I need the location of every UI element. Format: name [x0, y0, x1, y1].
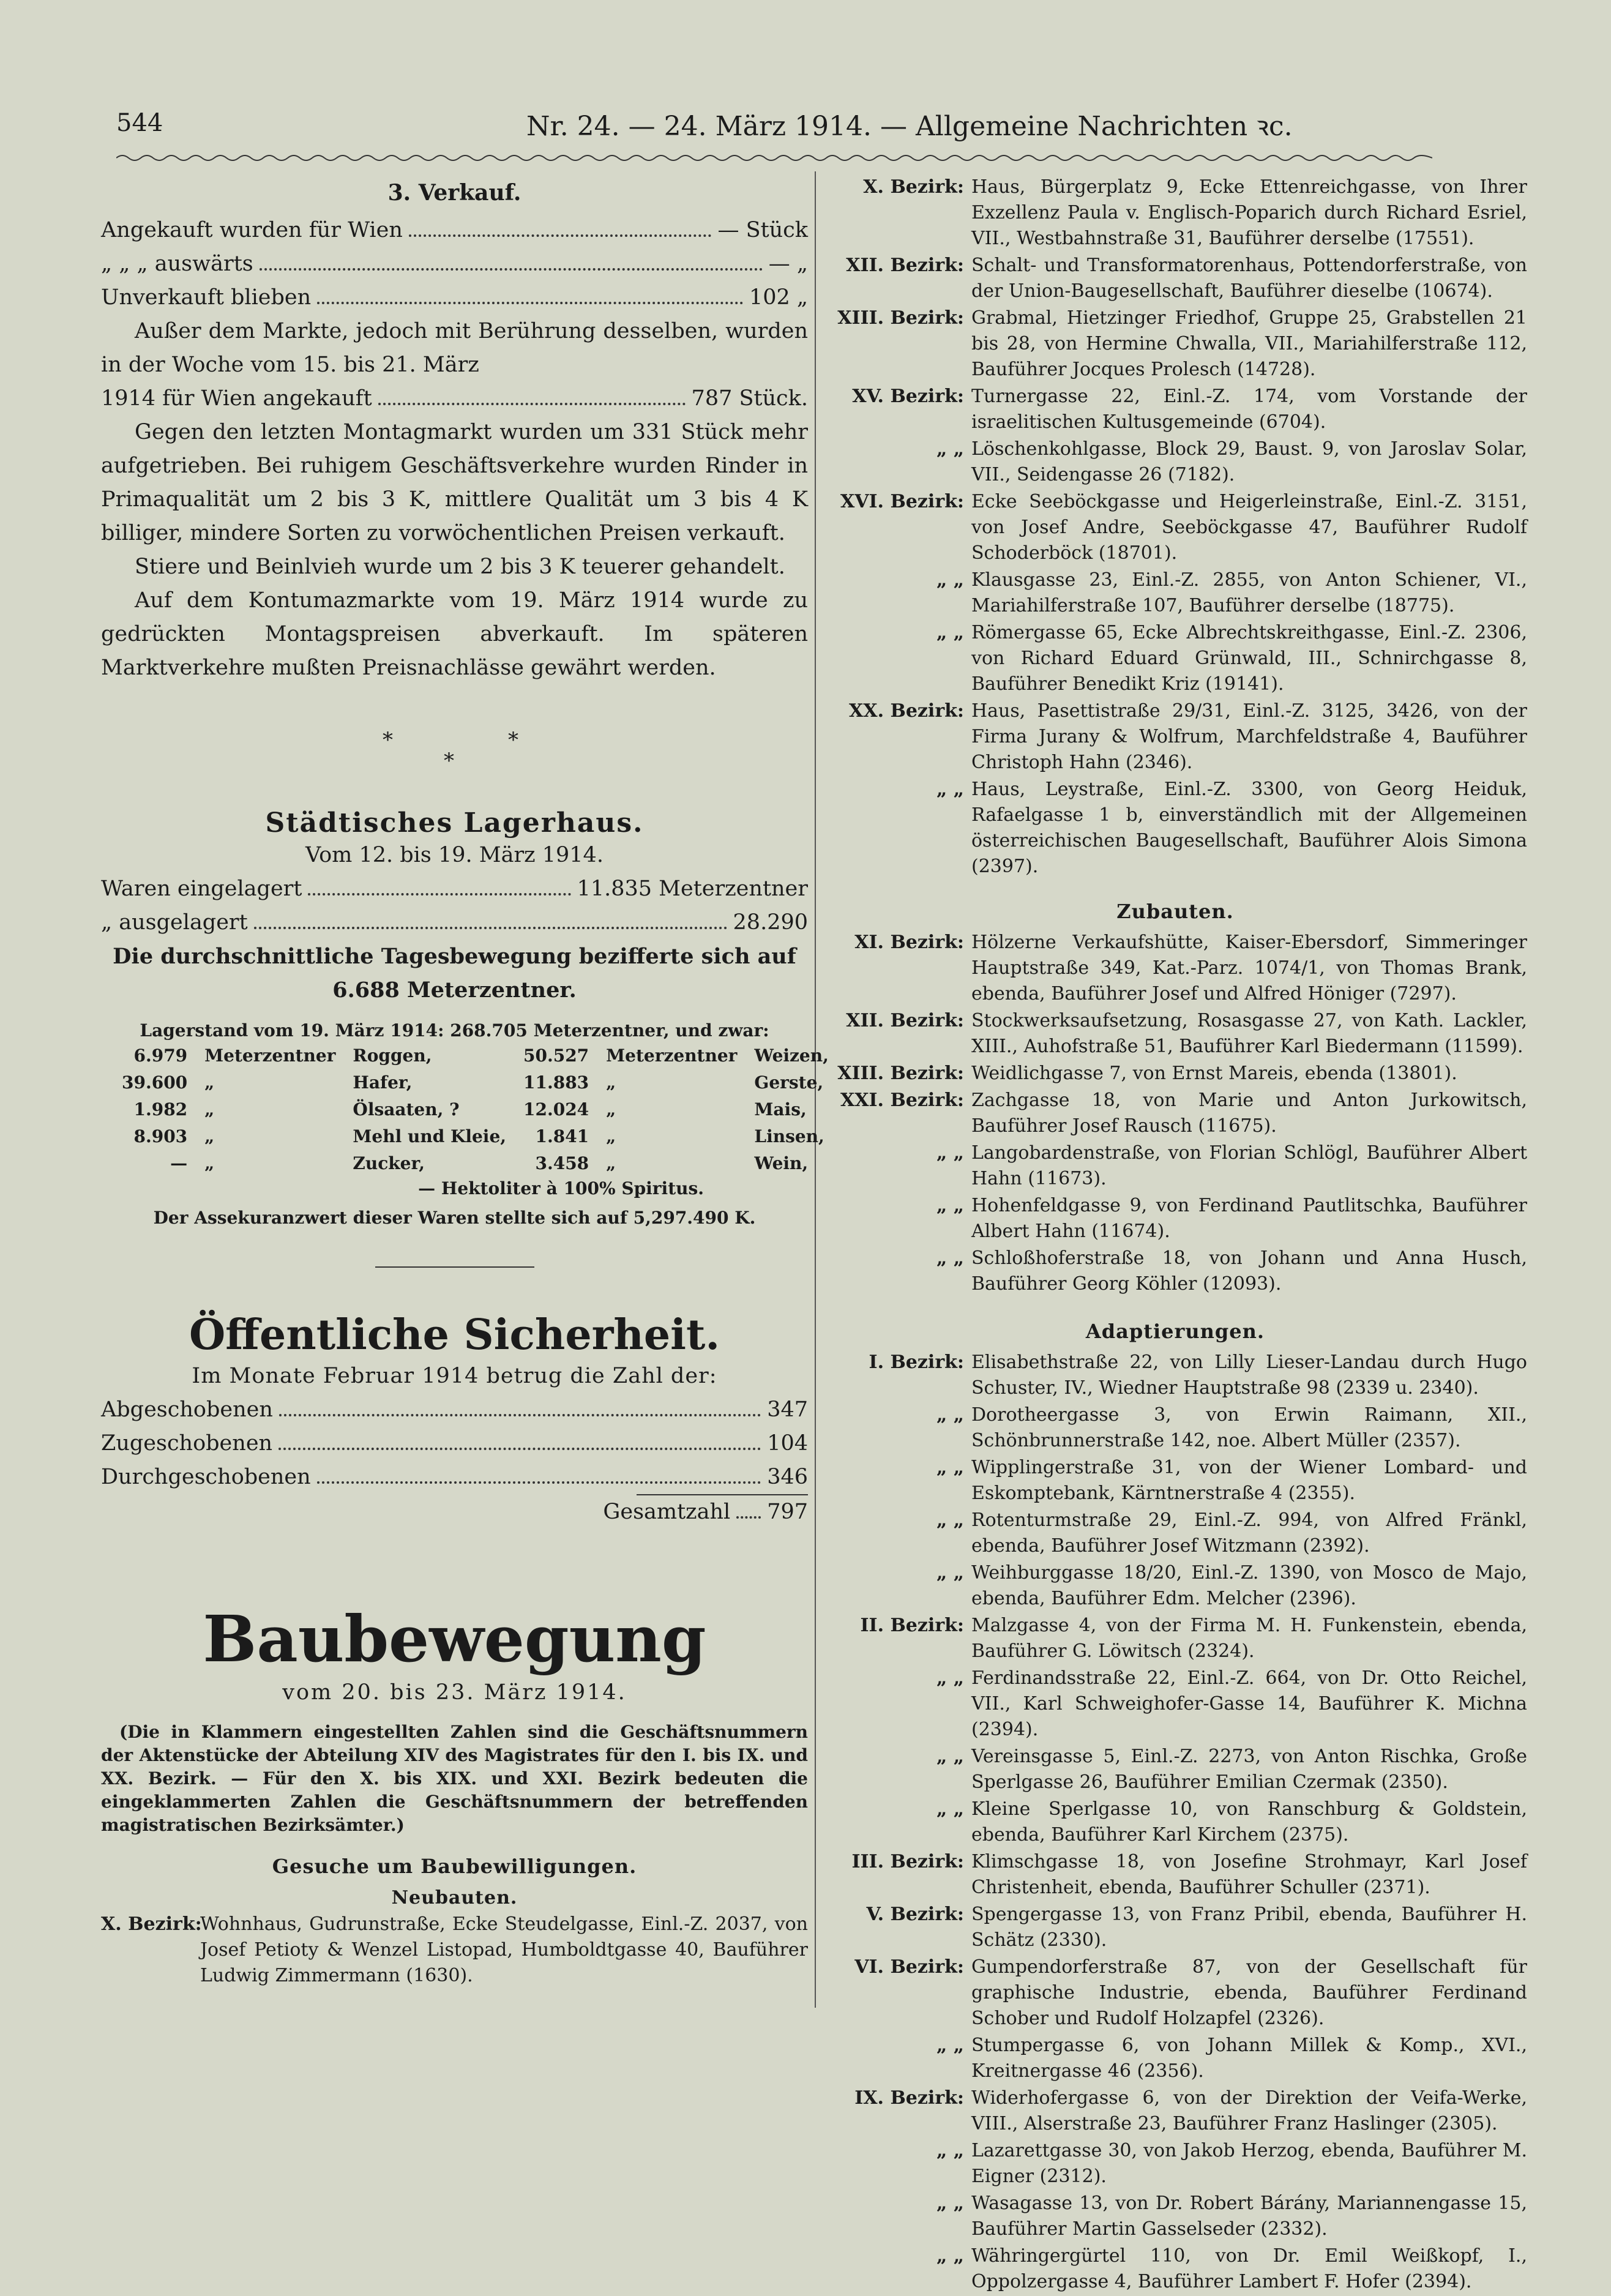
lager-table-cell: „: [606, 1153, 616, 1173]
lager-table-row: [113, 1123, 837, 1150]
bau-entry-district: „ „: [936, 1509, 964, 1531]
leader-dots: [279, 1414, 761, 1416]
leader-label: Abgeschobenen: [101, 1397, 273, 1422]
lager-table-cell: —: [170, 1153, 188, 1173]
paragraph: Stiere und Beinlvieh wurde um 2 bis 3 K teuerer gehandelt.: [135, 555, 785, 579]
bau-entry: [823, 1246, 1527, 1297]
bau-entry-district: „ „: [936, 1746, 964, 1767]
bau-entry-district: „ „: [936, 438, 964, 460]
verkauf-heading: 3. Verkauf.: [387, 180, 521, 206]
bau-entry: [823, 1140, 1527, 1192]
bau-entry-district: III. Bezirk:: [851, 1851, 964, 1872]
bau-entry: [823, 174, 1527, 252]
bau-entry-district: XII. Bezirk:: [846, 255, 964, 276]
neubauten-heading: Neubauten.: [391, 1887, 518, 1909]
star: *: [444, 749, 454, 773]
bau-entry-district: „ „: [936, 2035, 964, 2056]
bau-entry-district: XIII. Bezirk:: [837, 1063, 964, 1084]
lager-table-cell: Gerste,: [754, 1072, 824, 1093]
leader-dots: [409, 234, 712, 237]
leader-label: Waren eingelagert: [101, 877, 302, 901]
bau-entry: [823, 2191, 1527, 2242]
bau-entry: [823, 305, 1527, 383]
bau-entry-district: „ „: [936, 1798, 964, 1820]
lager-table-cell: Mehl und Kleie,: [353, 1126, 506, 1146]
bau-entry-text: Dorotheergasse 3, von Erwin Raimann, XII., Schönbrunnerstraße 142, noe. Albert Müller (2357).: [971, 1404, 1527, 1451]
bau-entry-district: „ „: [936, 2140, 964, 2161]
hektoliter-note: — Hektoliter à 100% Spiritus.: [418, 1178, 704, 1198]
leader-value: 102 „: [749, 285, 808, 310]
lager-table-cell: 12.024: [523, 1099, 589, 1120]
lager-table-cell: Linsen,: [754, 1126, 824, 1146]
bau-entry: [823, 620, 1527, 697]
leader-label: 1914 für Wien angekauft: [101, 386, 372, 411]
leader-row: [101, 382, 808, 416]
leader-dots: [260, 268, 763, 271]
bau-entry: [823, 1455, 1527, 1506]
leader-label: Angekauft wurden für Wien: [101, 218, 403, 242]
lagerstand: Lagerstand vom 19. März 1914: 268.705 Meterzentner, und zwar:: [140, 1020, 769, 1041]
bau-heading: Baubewegung: [203, 1601, 706, 1677]
bau-entry-district: XI. Bezirk:: [854, 932, 964, 953]
bau-entry-district: „ „: [936, 622, 964, 643]
bau-entry-district: „ „: [936, 779, 964, 800]
lager-table-row: [113, 1042, 837, 1069]
leader-row: [101, 906, 808, 940]
bau-entry-text: Kleine Sperlgasse 10, von Ranschburg & Goldstein, ebenda, Bauführer Karl Kirchem (2375).: [971, 1798, 1527, 1845]
lager-table-cell: 11.883: [523, 1072, 589, 1093]
bau-entry: [823, 1061, 1527, 1086]
bau-entry: [823, 1560, 1527, 1612]
bau-entry-text: Wasagasse 13, von Dr. Robert Bárány, Mariannengasse 15, Bauführer Martin Gasselseder (2332).: [971, 2193, 1527, 2240]
lager-table-cell: 1.982: [133, 1099, 188, 1120]
header-wavy-rule: [116, 153, 1432, 163]
bau-entry: [101, 1912, 808, 1989]
paragraph: Außer dem Markte, jedoch mit Berührung desselben, wurden in der Woche vom 15. bis 21. März: [101, 319, 808, 377]
leader-label: „ „ „ auswärts: [101, 252, 253, 276]
bau-entry-text: Stockwerksaufsetzung, Rosasgasse 27, von Kath. Lackler, XIII., Auhofstraße 51, Bauführer Karl Biedermann (11599).: [971, 1010, 1527, 1057]
lager-list: [101, 872, 808, 940]
gesamt-value: 797: [767, 1500, 808, 1524]
gesamt-label: Gesamtzahl: [603, 1500, 731, 1524]
lager-summary-value: 6.688 Meterzentner.: [332, 978, 577, 1003]
bau-entry-text: Haus, Leystraße, Einl.-Z. 3300, von Georg Heiduk, Rafaelgasse 1 b, einverständlich mit der Allgemeinen österreichischen Baugesellschaft, Bauführer Alois Simona (2397).: [971, 779, 1527, 877]
leader-dots: [317, 1481, 761, 1484]
bau-entry: [823, 1954, 1527, 2032]
lager-heading: Städtisches Lagerhaus.: [265, 807, 644, 839]
bau-entry-text: Hohenfeldgasse 9, von Ferdinand Pautlitschka, Bauführer Albert Hahn (11674).: [971, 1195, 1527, 1242]
bau-entry-text: Turnergasse 22, Einl.-Z. 174, vom Vorstande der israelitischen Kultusgemeinde (6704).: [971, 386, 1527, 433]
bau-entry-district: „ „: [936, 1667, 964, 1689]
bau-entry-district: XXI. Bezirk:: [840, 1090, 964, 1111]
bau-entry: [823, 1744, 1527, 1795]
lager-table-cell: Meterzentner: [204, 1045, 336, 1066]
bau-entry-text: Weihburggasse 18/20, Einl.-Z. 1390, von Mosco de Majo, ebenda, Bauführer Edm. Melcher (2396).: [971, 1562, 1527, 1609]
leader-value: 787 Stück.: [691, 386, 808, 411]
zubauten-heading: Zubauten.: [1116, 900, 1234, 923]
leader-row: [101, 247, 808, 281]
bau-entry: [823, 436, 1527, 488]
leader-row: [101, 1393, 808, 1427]
leader-value: 28.290: [733, 910, 808, 935]
page-number: 544: [116, 109, 163, 137]
leader-label: Durchgeschobenen: [101, 1465, 311, 1489]
bau-entry-district: „ „: [936, 1562, 964, 1584]
section-rule: [375, 1266, 534, 1268]
adaptierungen-heading: Adaptierungen.: [1085, 1320, 1265, 1343]
star: *: [508, 728, 518, 752]
bau-entry-district: V. Bezirk:: [866, 1904, 964, 1925]
lager-table-cell: Roggen,: [353, 1045, 432, 1066]
lager-table-cell: 1.841: [535, 1126, 589, 1146]
running-title: Nr. 24. — 24. März 1914. — Allgemeine Nachrichten ꝛc.: [526, 111, 1293, 142]
lager-table-row: [113, 1150, 837, 1177]
lager-table-cell: „: [204, 1126, 215, 1146]
leader-row: [101, 1427, 808, 1460]
star: *: [383, 728, 393, 752]
bau-entry-text: Klimschgasse 18, von Josefine Strohmayr, Karl Josef Christenheit, ebenda, Bauführer Schuller (2371).: [971, 1851, 1527, 1898]
bau-entry-district: XVI. Bezirk:: [840, 491, 964, 512]
leader-row: [101, 281, 808, 315]
leader-dots: [736, 1516, 761, 1519]
bau-entry-text: Wohnhaus, Gudrunstraße, Ecke Steudelgasse, Einl.-Z. 2037, von Josef Petioty & Wenzel Listopad, Humboldtgasse 40, Bauführer Ludwig Zimmermann (1630).: [200, 1913, 808, 1986]
bau-entry: [823, 1402, 1527, 1454]
lager-table-cell: Weizen,: [754, 1045, 829, 1066]
bau-entry-text: Römergasse 65, Ecke Albrechtskreithgasse, Einl.-Z. 2306, von Richard Eduard Grünwald, III., Schnirchgasse 8, Bauführer Benedikt Kriz (19141).: [971, 622, 1527, 695]
bau-entry: [823, 1849, 1527, 1901]
bau-date: vom 20. bis 23. März 1914.: [282, 1680, 627, 1705]
leader-row: [101, 214, 808, 247]
bau-entry-district: „ „: [936, 1457, 964, 1478]
bau-entry-text: Spengergasse 13, von Franz Pribil, ebenda, Bauführer H. Schätz (2330).: [971, 1904, 1527, 1951]
lager-table-cell: 39.600: [122, 1072, 188, 1093]
right-column: [823, 174, 1527, 2296]
leader-dots: [278, 1448, 761, 1450]
bau-entry-text: Haus, Bürgerplatz 9, Ecke Ettenreichgasse, von Ihrer Exzellenz Paula v. Englisch-Poparich durch Richard Esriel, VII., Westbahnstraße 31, Bauführer derselbe (17551).: [971, 176, 1527, 249]
bau-entry-text: Elisabethstraße 22, von Lilly Lieser-Landau durch Hugo Schuster, IV., Wiedner Hauptstraße 98 (2339 u. 2340).: [971, 1352, 1527, 1399]
lager-date: Vom 12. bis 19. März 1914.: [305, 843, 604, 867]
bau-entry-district: VI. Bezirk:: [854, 1956, 964, 1978]
lager-table-cell: 50.527: [523, 1045, 589, 1066]
sicherheit-heading: Öffentliche Sicherheit.: [189, 1311, 720, 1359]
lager-table-cell: Zucker,: [353, 1153, 425, 1173]
bau-entry-text: Grabmal, Hietzinger Friedhof, Gruppe 25, Grabstellen 21 bis 28, von Hermine Chwalla, VII., Mariahilferstraße 112, Bauführer Jocques Prolesch (14728).: [971, 307, 1527, 380]
paragraph: Auf dem Kontumazmarkte vom 19. März 1914 wurde zu gedrückten Montagspreisen abverkauft. Im späteren Marktverkehre mußten Preisnachlässe gewährt werden.: [101, 588, 808, 680]
bau-entry: [823, 2138, 1527, 2189]
bau-entry-district: X. Bezirk:: [101, 1913, 202, 1935]
zubau-entries: [823, 930, 1527, 1297]
leader-dots: [308, 893, 570, 896]
bau-entry: [823, 2033, 1527, 2084]
bau-entry-text: Weidlichgasse 7, von Ernst Mareis, ebenda (13801).: [971, 1063, 1457, 1084]
leader-value: 346: [767, 1465, 808, 1489]
bau-entry: [823, 384, 1527, 435]
lager-table-row: [113, 1069, 837, 1096]
lager-table-cell: „: [204, 1099, 215, 1120]
bau-entry-district: „ „: [936, 1404, 964, 1426]
bau-entry: [823, 1193, 1527, 1244]
bau-entry-text: Klausgasse 23, Einl.-Z. 2855, von Anton Schiener, VI., Mariahilferstraße 107, Bauführer derselbe (18775).: [971, 569, 1527, 616]
bau-entry-district: XV. Bezirk:: [852, 386, 964, 407]
bau-entry-text: Ecke Seeböckgasse und Heigerleinstraße, Einl.-Z. 3151, von Josef Andre, Seeböckgasse 47, Bauführer Rudolf Schoderböck (18701).: [971, 491, 1527, 564]
bau-entry-text: Langobardenstraße, von Florian Schlögl, Bauführer Albert Hahn (11673).: [971, 1142, 1527, 1189]
adapt-entries: [823, 1350, 1527, 2295]
lager-table-cell: 6.979: [133, 1045, 188, 1066]
bau-entry: [823, 1613, 1527, 1664]
leader-value: 347: [767, 1397, 808, 1422]
bau-entry-text: Ferdinandsstraße 22, Einl.-Z. 664, von Dr. Otto Reichel, VII., Karl Schweighofer-Gasse 14, Bauführer K. Michna (2394).: [971, 1667, 1527, 1740]
left-column: [101, 174, 829, 1990]
bau-entry: [823, 1008, 1527, 1060]
bau-entry-text: Rotenturmstraße 29, Einl.-Z. 994, von Alfred Fränkl, ebenda, Bauführer Josef Witzmann (2392).: [971, 1509, 1527, 1557]
lager-table-cell: Mais,: [754, 1099, 807, 1120]
leader-value: 11.835 Meterzentner: [577, 877, 808, 901]
bau-entry-text: Vereinsgasse 5, Einl.-Z. 2273, von Anton Rischka, Große Sperlgasse 26, Bauführer Emilian Czermak (2350).: [971, 1746, 1527, 1793]
lager-table-cell: „: [204, 1153, 215, 1173]
bau-entry-district: „ „: [936, 2245, 964, 2267]
lager-table-cell: 3.458: [535, 1153, 589, 1173]
bau-entry: [823, 2243, 1527, 2295]
leader-dots: [378, 403, 686, 405]
gesamt-row: [101, 1495, 808, 1529]
bau-entry: [823, 2085, 1527, 2137]
leader-value: 104: [767, 1431, 808, 1456]
sicherheit-intro: Im Monate Februar 1914 betrug die Zahl der:: [192, 1364, 717, 1388]
bau-entry-district: XII. Bezirk:: [846, 1010, 964, 1031]
leader-row: [101, 1460, 808, 1494]
bau-entry-district: X. Bezirk:: [863, 176, 964, 198]
bau-entry-text: Zachgasse 18, von Marie und Anton Jurkowitsch, Bauführer Josef Rausch (11675).: [971, 1090, 1527, 1137]
gesuche-heading: Gesuche um Baubewilligungen.: [272, 1855, 637, 1878]
lager-table-cell: „: [606, 1072, 616, 1093]
bau-entry: [823, 1666, 1527, 1743]
bau-entry-text: Schalt- und Transformatorenhaus, Pottendorferstraße, von der Union-Baugesellschaft, Bauführer dieselbe (10674).: [971, 255, 1527, 302]
bau-entry-district: I. Bezirk:: [869, 1352, 964, 1373]
leader-label: „ ausgelagert: [101, 910, 248, 935]
bau-entry: [823, 777, 1527, 880]
bau-entry: [823, 698, 1527, 776]
lager-table-cell: „: [606, 1126, 616, 1146]
bau-entry: [823, 1797, 1527, 1848]
neubau-entries: [823, 174, 1527, 880]
bau-entry-text: Schloßhoferstraße 18, von Johann und Anna Husch, Bauführer Georg Köhler (12093).: [971, 1247, 1527, 1295]
bau-entry: [823, 1902, 1527, 1953]
bau-entry-text: Malzgasse 4, von der Firma M. H. Funkenstein, ebenda, Bauführer G. Löwitsch (2324).: [971, 1615, 1527, 1662]
bau-note: (Die in Klammern eingestellten Zahlen sind die Geschäftsnummern der Aktenstücke der Abteilung XIV des Magistrates für den I. bis IX. und XX. Bezirk. — Für den X. bis XIX. und XXI. Bezirk bedeuten die eingeklammerten Zahlen die Geschäftsnummern der betreffenden magistratischen Bezirksämter.): [101, 1722, 808, 1835]
bau-entry: [823, 1508, 1527, 1559]
lager-table-cell: Wein,: [754, 1153, 809, 1173]
lager-table: [113, 1042, 837, 1177]
bau-entry-district: II. Bezirk:: [860, 1615, 964, 1636]
bau-entry-district: „ „: [936, 1247, 964, 1269]
bau-entry: [823, 253, 1527, 304]
lager-table-cell: 8.903: [133, 1126, 188, 1146]
sicherheit-list: [101, 1393, 808, 1494]
bau-entry-text: Stumpergasse 6, von Johann Millek & Komp., XVI., Kreitnergasse 46 (2356).: [971, 2035, 1527, 2082]
leader-value: — „: [768, 252, 808, 276]
bau-entry-text: Wipplingerstraße 31, von der Wiener Lombard- und Eskomptebank, Kärntnerstraße 4 (2355).: [971, 1457, 1527, 1504]
lager-table-row: [113, 1096, 837, 1123]
lager-table-cell: Meterzentner: [606, 1045, 738, 1066]
leader-dots: [317, 302, 743, 304]
bau-entry-district: „ „: [936, 569, 964, 591]
page-header: [104, 98, 1426, 141]
bau-entry-district: IX. Bezirk:: [854, 2087, 964, 2109]
lager-summary: Die durchschnittliche Tagesbewegung bezifferte sich auf: [113, 944, 796, 969]
bau-entry-district: „ „: [936, 1195, 964, 1216]
bau-entry-district: XX. Bezirk:: [849, 700, 964, 722]
bau-entry-text: Lazarettgasse 30, von Jakob Herzog, ebenda, Bauführer M. Eigner (2312).: [971, 2140, 1527, 2187]
leader-dots: [254, 927, 727, 929]
bau-entry: [823, 1088, 1527, 1139]
bau-entry-text: Widerhofergasse 6, von der Direktion der Veifa-Werke, VIII., Alserstraße 23, Bauführer Franz Haslinger (2305).: [971, 2087, 1527, 2134]
bau-entry: [823, 489, 1527, 566]
bau-entry-district: „ „: [936, 1142, 964, 1164]
bau-entry-text: Löschenkohlgasse, Block 29, Baust. 9, von Jaroslav Solar, VII., Seidengasse 26 (7182).: [971, 438, 1527, 485]
lager-table-cell: Hafer,: [353, 1072, 413, 1093]
leader-row: [101, 872, 808, 906]
assekuranz-note: Der Assekuranzwert dieser Waren stellte sich auf 5,297.490 K.: [153, 1208, 756, 1228]
bau-entry-text: Hölzerne Verkaufshütte, Kaiser-Ebersdorf, Simmeringer Hauptstraße 349, Kat.-Parz. 1074/1, von Thomas Brank, ebenda, Bauführer Josef und Alfred Höniger (7297).: [971, 932, 1527, 1004]
verkauf-list: [101, 214, 808, 315]
bau-entry-text: Gumpendorferstraße 87, von der Gesellschaft für graphische Industrie, ebenda, Bauführer Ferdinand Schober und Rudolf Holzapfel (2326).: [971, 1956, 1527, 2029]
bau-entry-district: XIII. Bezirk:: [837, 307, 964, 329]
leader-label: Unverkauft blieben: [101, 285, 312, 310]
leader-label: Zugeschobenen: [101, 1431, 273, 1456]
bau-entry: [823, 1350, 1527, 1401]
section-stars: [101, 728, 808, 783]
leader-value: — Stück: [717, 218, 808, 242]
bau-entry-text: Währingergürtel 110, von Dr. Emil Weißkopf, I., Oppolzergasse 4, Bauführer Lambert F. Hofer (2394).: [971, 2245, 1527, 2292]
lager-table-cell: Ölsaaten, ?: [353, 1099, 460, 1120]
lager-table-cell: „: [606, 1099, 616, 1120]
bau-entry-text: Haus, Pasettistraße 29/31, Einl.-Z. 3125, 3426, von der Firma Jurany & Wolfrum, Marchfeldstraße 4, Bauführer Christoph Hahn (2346).: [971, 700, 1527, 773]
bau-entry-district: „ „: [936, 2193, 964, 2214]
paragraph: Gegen den letzten Montagmarkt wurden um 331 Stück mehr aufgetrieben. Bei ruhigem Geschäftsverkehre wurden Rinder in Primaqualität um 2 bis 3 K, mittlere Qualität um 3 bis 4 K billiger, mindere Sorten zu vorwöchentlichen Preisen verkauft.: [101, 420, 808, 545]
bau-entry: [823, 930, 1527, 1007]
bau-entry: [823, 567, 1527, 619]
lager-table-cell: „: [204, 1072, 215, 1093]
